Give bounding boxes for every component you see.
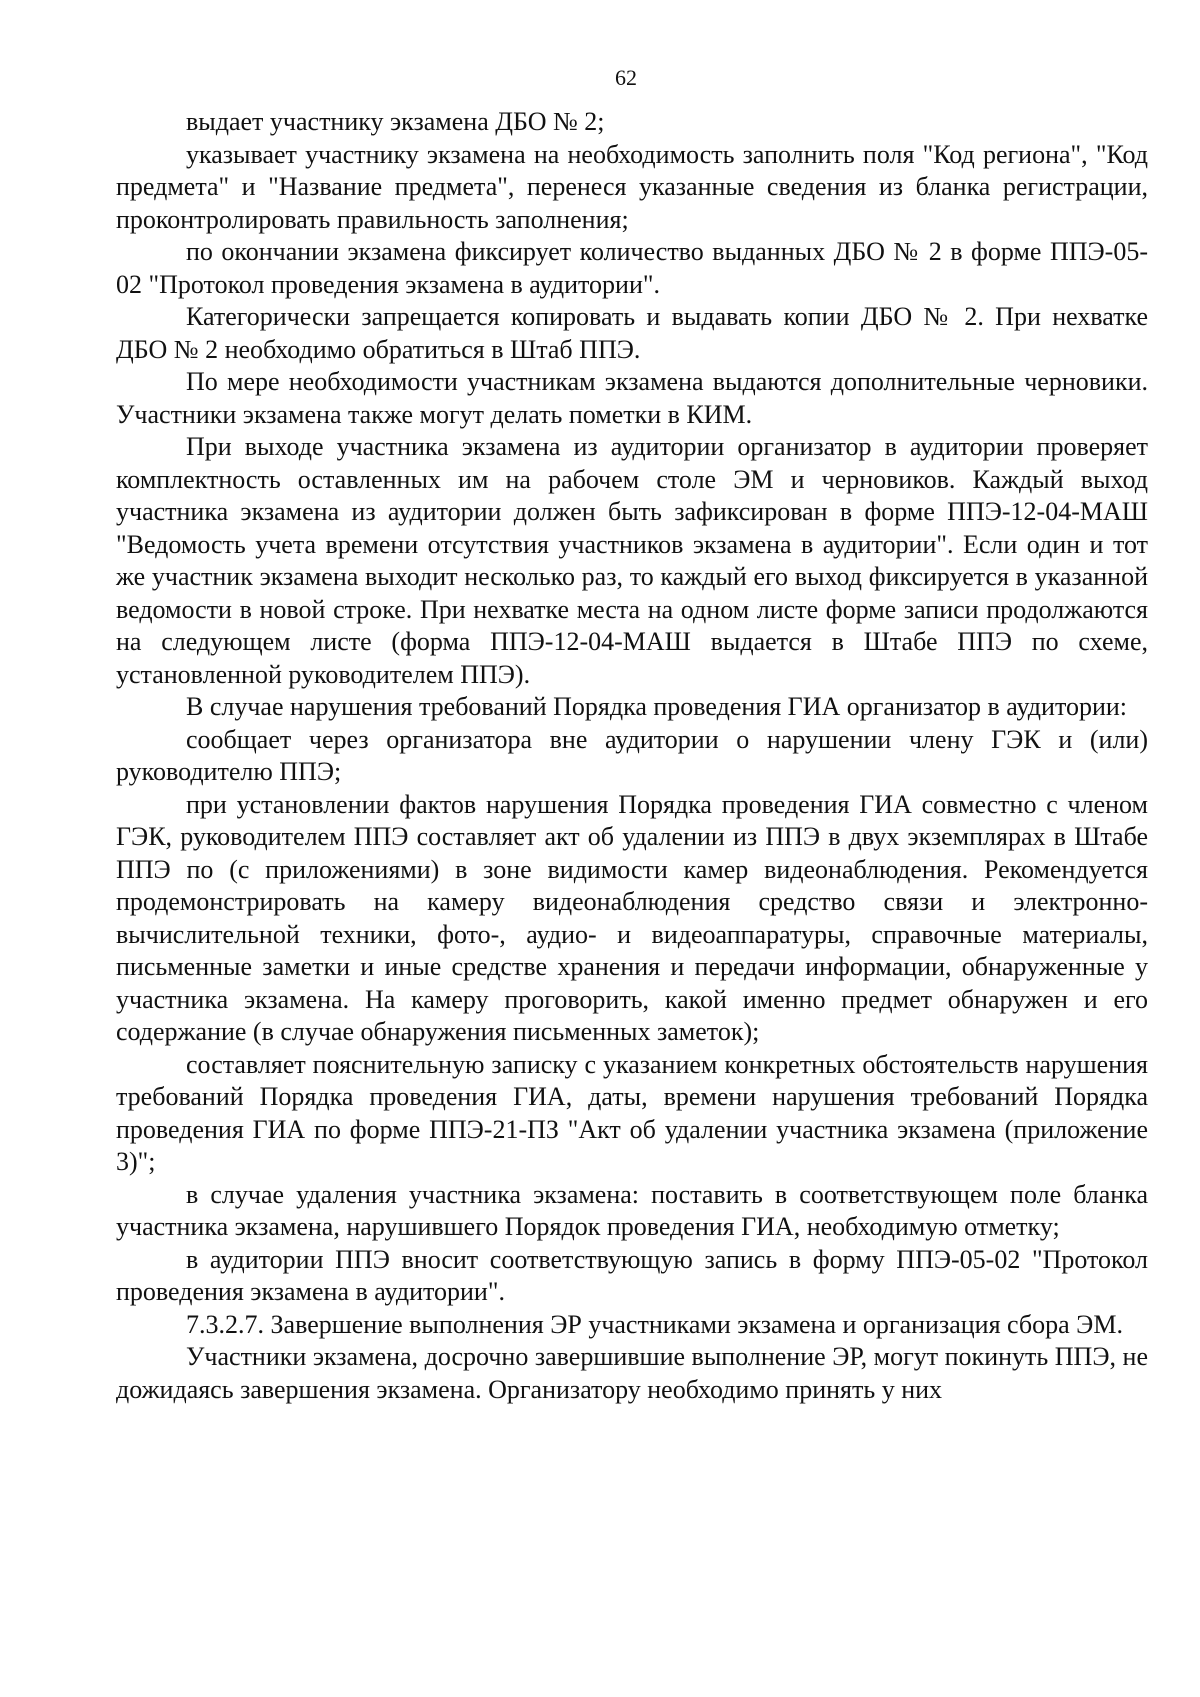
paragraph: составляет пояснительную записку с указанием конкретных обстоятельств нарушения требований Порядка проведения ГИА, даты, времени нарушения требований Порядка проведения ГИА по форме ППЭ-21-ПЗ "Акт об удалении участника экзамена (приложение 3)"; <box>116 1049 1148 1176</box>
paragraph: Участники экзамена, досрочно завершившие выполнение ЭР, могут покинуть ППЭ, не дожидаясь завершения экзамена. Организатору необходимо принять у них <box>116 1342 1148 1404</box>
paragraph: при установлении фактов нарушения Порядка проведения ГИА совместно с членом ГЭК, руководителем ППЭ составляет акт об удалении из ППЭ в двух экземплярах в Штабе ППЭ по (с приложениями) в зоне видимости камер видеонаблюдения. Рекомендуется продемонстрировать на камеру видеонаблюдения средство связи и электронно-вычислительной техники, фото-, аудио- и видеоаппаратуры, справочные материалы, письменные заметки и иные средстве хранения и передачи информации, обнаруженные у участника экзамена. На камеру проговорить, какой именно предмет обнаружен и его содержание (в случае обнаружения письменных заметок); <box>116 789 1148 1046</box>
paragraph: в аудитории ППЭ вносит соответствующую запись в форму ППЭ-05-02 "Протокол проведения экзамена в аудитории". <box>116 1244 1148 1306</box>
document-page <box>116 64 1148 1406</box>
page-number: 62 <box>615 65 637 90</box>
paragraph: В случае нарушения требований Порядка проведения ГИА организатор в аудитории: <box>186 692 1128 721</box>
paragraph: по окончании экзамена фиксирует количество выданных ДБО № 2 в форме ППЭ-05-02 "Протокол проведения экзамена в аудитории". <box>116 237 1148 299</box>
paragraph: Категорически запрещается копировать и выдавать копии ДБО № 2. При нехватке ДБО № 2 необходимо обратиться в Штаб ППЭ. <box>116 302 1148 364</box>
paragraph: При выходе участника экзамена из аудитории организатор в аудитории проверяет комплектность оставленных им на рабочем столе ЭМ и черновиков. Каждый выход участника экзамена из аудитории должен быть зафиксирован в форме ППЭ-12-04-МАШ "Ведомость учета времени отсутствия участников экзамена в аудитории". Если один и тот же участник экзамена выходит несколько раз, то каждый его выход фиксируется в указанной ведомости в новой строке. При нехватке места на одном листе форме записи продолжаются на следующем листе (форма ППЭ-12-04-МАШ выдается в Штабе ППЭ по схеме, установленной руководителем ППЭ). <box>116 432 1148 689</box>
paragraph: в случае удаления участника экзамена: поставить в соответствующем поле бланка участника экзамена, нарушившего Порядок проведения ГИА, необходимую отметку; <box>116 1179 1148 1241</box>
paragraph: выдает участнику экзамена ДБО № 2; <box>186 107 605 136</box>
section-heading: 7.3.2.7. Завершение выполнения ЭР участниками экзамена и организация сбора ЭМ. <box>186 1309 1123 1339</box>
paragraph: указывает участнику экзамена на необходимость заполнить поля "Код региона", "Код предмета" и "Название предмета", перенеся указанные сведения из бланка регистрации, проконтролировать правильность заполнения; <box>116 139 1148 234</box>
paragraph: сообщает через организатора вне аудитории о нарушении члену ГЭК и (или) руководителю ППЭ; <box>116 724 1148 786</box>
paragraph: По мере необходимости участникам экзамена выдаются дополнительные черновики. Участники экзамена также могут делать пометки в КИМ. <box>116 367 1148 429</box>
